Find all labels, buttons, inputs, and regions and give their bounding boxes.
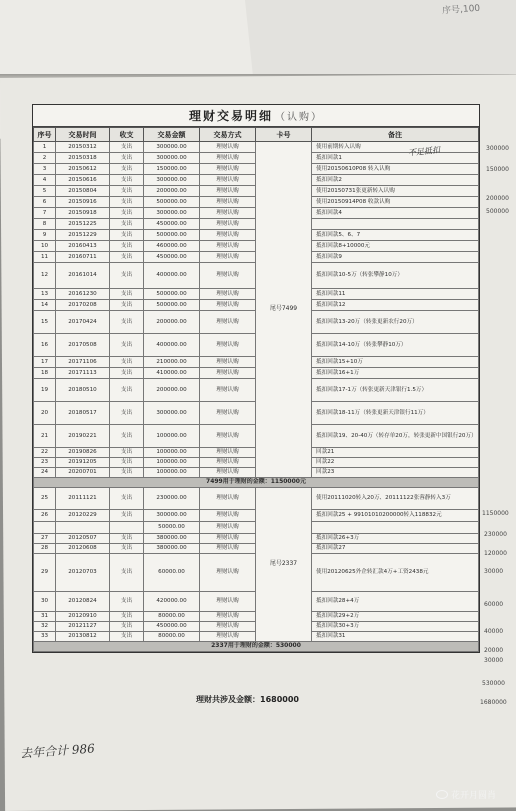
transaction-table <box>33 127 479 652</box>
row-index: 32 <box>34 622 56 632</box>
row-card-number: 尾号7499 <box>256 142 312 478</box>
row-note: 抵扣回款19、20-40万（转存单20万，转张更新中国银行20万） <box>312 425 479 448</box>
row-note: 抵扣回款25 + 99101010200000转入118832元 <box>312 510 479 522</box>
row-note: 回款23 <box>312 468 479 478</box>
row-date: 20180517 <box>56 402 110 425</box>
group1-body <box>34 142 479 478</box>
row-date: 20190221 <box>56 425 110 448</box>
row-method: 理财认购 <box>200 208 256 219</box>
row-index: 12 <box>34 263 56 289</box>
row-direction: 支出 <box>110 458 144 468</box>
row-amount: 230000.00 <box>144 488 200 510</box>
row-date: 20161230 <box>56 289 110 300</box>
row-index: 19 <box>34 379 56 402</box>
row-direction: 支出 <box>110 197 144 208</box>
row-date: 20150916 <box>56 197 110 208</box>
row-direction: 支出 <box>110 368 144 379</box>
row-method: 理财认购 <box>200 612 256 622</box>
row-date: 20160711 <box>56 252 110 263</box>
row-note: 抵扣回款14-10万（转张攀静10万） <box>312 334 479 357</box>
row-method: 理财认购 <box>200 622 256 632</box>
row-direction: 支出 <box>110 357 144 368</box>
row-date: 20171113 <box>56 368 110 379</box>
row-note: 使用前期转入认购 <box>312 142 479 153</box>
row-note: 抵扣回款10-5万（转张攀静10万） <box>312 263 479 289</box>
row-method: 理财认购 <box>200 632 256 642</box>
row-amount: 500000.00 <box>144 300 200 311</box>
row-method: 理财认购 <box>200 219 256 230</box>
row-note: 抵扣回款26+3万 <box>312 534 479 544</box>
row-index: 9 <box>34 230 56 241</box>
row-amount: 300000.00 <box>144 208 200 219</box>
row-index: 29 <box>34 554 56 592</box>
row-date: 20170208 <box>56 300 110 311</box>
row-direction: 支出 <box>110 300 144 311</box>
header-note: 备注 <box>312 128 479 142</box>
row-amount: 400000.00 <box>144 334 200 357</box>
row-method: 理财认购 <box>200 252 256 263</box>
handwritten-bottom-note: 去年合计 986 <box>19 741 96 761</box>
row-note: 抵扣回款12 <box>312 300 479 311</box>
row-index: 2 <box>34 153 56 164</box>
row-amount: 300000.00 <box>144 153 200 164</box>
row-direction: 支出 <box>110 252 144 263</box>
row-amount: 300000.00 <box>144 510 200 522</box>
row-date: 20120229 <box>56 510 110 522</box>
row-method: 理财认购 <box>200 402 256 425</box>
row-direction: 支出 <box>110 241 144 252</box>
row-note: 使用20120625外企转汇款4万+工资2438元 <box>312 554 479 592</box>
row-method: 理财认购 <box>200 368 256 379</box>
row-date <box>56 522 110 534</box>
row-index: 1 <box>34 142 56 153</box>
row-amount: 200000.00 <box>144 379 200 402</box>
row-amount: 420000.00 <box>144 592 200 612</box>
header-date: 交易时间 <box>56 128 110 142</box>
row-note: 抵扣回款31 <box>312 632 479 642</box>
row-direction: 支出 <box>110 448 144 458</box>
header-amount: 交易金额 <box>144 128 200 142</box>
row-date: 20120608 <box>56 544 110 554</box>
row-direction: 支出 <box>110 632 144 642</box>
row-method: 理财认购 <box>200 554 256 592</box>
row-method: 理财认购 <box>200 510 256 522</box>
row-amount: 500000.00 <box>144 230 200 241</box>
row-date: 20200701 <box>56 468 110 478</box>
row-note: 使用20150610P08 转入认购 <box>312 164 479 175</box>
row-amount: 410000.00 <box>144 368 200 379</box>
row-date: 20151229 <box>56 230 110 241</box>
row-amount: 100000.00 <box>144 468 200 478</box>
header-direction: 收支 <box>110 128 144 142</box>
row-direction <box>110 522 144 534</box>
row-method: 理财认购 <box>200 534 256 544</box>
row-direction: 支出 <box>110 164 144 175</box>
row-direction: 支出 <box>110 334 144 357</box>
row-date: 20120824 <box>56 592 110 612</box>
table-title <box>33 105 479 127</box>
side-number: 300000 <box>486 145 509 152</box>
side-number: 1680000 <box>480 699 507 706</box>
transaction-table-container <box>32 104 480 653</box>
row-direction: 支出 <box>110 534 144 544</box>
side-number: 200000 <box>486 195 509 202</box>
row-amount: 450000.00 <box>144 219 200 230</box>
row-note: 抵扣回款27 <box>312 544 479 554</box>
row-method: 理财认购 <box>200 241 256 252</box>
group1-summary-row <box>34 478 479 488</box>
row-method: 理财认购 <box>200 458 256 468</box>
row-direction: 支出 <box>110 510 144 522</box>
header-index: 序号 <box>34 128 56 142</box>
row-date: 20111121 <box>56 488 110 510</box>
row-note: 抵扣回款1 <box>312 153 479 164</box>
table-row <box>34 488 479 510</box>
row-note: 抵扣回款18-11万（转张更新天津银行11万） <box>312 402 479 425</box>
row-note: 抵扣回款17-1万（转张更新天津银行1.5万） <box>312 379 479 402</box>
row-index: 30 <box>34 592 56 612</box>
row-amount: 60000.00 <box>144 554 200 592</box>
row-amount: 100000.00 <box>144 448 200 458</box>
row-amount: 380000.00 <box>144 544 200 554</box>
row-direction: 支出 <box>110 402 144 425</box>
row-index: 16 <box>34 334 56 357</box>
row-note: 抵扣回款11 <box>312 289 479 300</box>
row-index: 21 <box>34 425 56 448</box>
row-date: 20150616 <box>56 175 110 186</box>
row-index: 33 <box>34 632 56 642</box>
row-method: 理财认购 <box>200 425 256 448</box>
row-direction: 支出 <box>110 379 144 402</box>
side-number: 40000 <box>484 628 504 635</box>
side-number: 120000 <box>484 550 507 557</box>
side-number: 1150000 <box>482 510 509 517</box>
row-date: 20150318 <box>56 153 110 164</box>
row-date: 20150312 <box>56 142 110 153</box>
side-number: 30000 <box>484 657 504 664</box>
row-direction: 支出 <box>110 622 144 632</box>
row-direction: 支出 <box>110 230 144 241</box>
handwritten-margin-note: 不足抵扣 <box>407 145 441 158</box>
watermark <box>436 788 496 801</box>
row-direction: 支出 <box>110 425 144 448</box>
row-method: 理财认购 <box>200 263 256 289</box>
row-index: 8 <box>34 219 56 230</box>
row-note: 抵扣回款30+3万 <box>312 622 479 632</box>
row-note: 回款22 <box>312 458 479 468</box>
row-amount: 50000.00 <box>144 522 200 534</box>
row-direction: 支出 <box>110 488 144 510</box>
group2-summary-row <box>34 642 479 652</box>
row-method: 理财认购 <box>200 230 256 241</box>
row-note: 抵扣回款15+10万 <box>312 357 479 368</box>
side-number: 20000 <box>484 647 504 654</box>
row-date: 20180510 <box>56 379 110 402</box>
row-index: 22 <box>34 448 56 458</box>
watermark-text: 花开月圆肖 <box>451 791 497 801</box>
row-index: 6 <box>34 197 56 208</box>
row-amount: 380000.00 <box>144 534 200 544</box>
row-index: 15 <box>34 311 56 334</box>
row-amount: 80000.00 <box>144 612 200 622</box>
row-index: 20 <box>34 402 56 425</box>
row-index: 26 <box>34 510 56 522</box>
row-method: 理财认购 <box>200 522 256 534</box>
row-amount: 200000.00 <box>144 311 200 334</box>
row-amount: 500000.00 <box>144 289 200 300</box>
row-direction: 支出 <box>110 219 144 230</box>
row-index: 28 <box>34 544 56 554</box>
row-amount: 100000.00 <box>144 425 200 448</box>
row-amount: 300000.00 <box>144 142 200 153</box>
row-note: 抵扣回款2 <box>312 175 479 186</box>
row-date: 20150804 <box>56 186 110 197</box>
row-method: 理财认购 <box>200 311 256 334</box>
row-index <box>34 522 56 534</box>
row-note: 使用20111020转入20万、20111122张蓉静转入3万 <box>312 488 479 510</box>
row-amount: 210000.00 <box>144 357 200 368</box>
row-index: 3 <box>34 164 56 175</box>
row-date: 20151225 <box>56 219 110 230</box>
row-index: 25 <box>34 488 56 510</box>
row-date: 20190826 <box>56 448 110 458</box>
header-card: 卡号 <box>256 128 312 142</box>
row-date: 20170424 <box>56 311 110 334</box>
row-method: 理财认购 <box>200 544 256 554</box>
row-index: 10 <box>34 241 56 252</box>
row-method: 理财认购 <box>200 197 256 208</box>
row-date: 20150612 <box>56 164 110 175</box>
row-method: 理财认购 <box>200 175 256 186</box>
side-number: 530000 <box>482 680 505 687</box>
row-amount: 200000.00 <box>144 186 200 197</box>
row-index: 7 <box>34 208 56 219</box>
header-method: 交易方式 <box>200 128 256 142</box>
row-note: 抵扣回款13-20万（转张更新农行20万） <box>312 311 479 334</box>
row-note: 使用20150914P08 收款认购 <box>312 197 479 208</box>
row-note: 抵扣回款28+4万 <box>312 592 479 612</box>
row-direction: 支出 <box>110 208 144 219</box>
row-direction: 支出 <box>110 612 144 622</box>
row-index: 11 <box>34 252 56 263</box>
row-note: 抵扣回款4 <box>312 208 479 219</box>
row-note: 抵扣回款8+10000元 <box>312 241 479 252</box>
row-date: 20120910 <box>56 612 110 622</box>
row-method: 理财认购 <box>200 448 256 458</box>
row-method: 理财认购 <box>200 357 256 368</box>
row-direction: 支出 <box>110 311 144 334</box>
row-direction: 支出 <box>110 153 144 164</box>
row-amount: 500000.00 <box>144 197 200 208</box>
grand-total: 理财共涉及金额：1680000 <box>196 695 299 704</box>
row-direction: 支出 <box>110 592 144 612</box>
row-amount: 400000.00 <box>144 263 200 289</box>
row-index: 13 <box>34 289 56 300</box>
background-paper-number: 序号,100 <box>441 3 481 17</box>
row-direction: 支出 <box>110 289 144 300</box>
row-index: 24 <box>34 468 56 478</box>
row-amount: 100000.00 <box>144 458 200 468</box>
row-amount: 80000.00 <box>144 632 200 642</box>
row-note: 回款21 <box>312 448 479 458</box>
table-header-row <box>34 128 479 142</box>
group1-summary: 7499用于理财的金额：1150000元 <box>34 478 479 488</box>
row-direction: 支出 <box>110 263 144 289</box>
row-date: 20160413 <box>56 241 110 252</box>
row-method: 理财认购 <box>200 488 256 510</box>
row-note: 抵扣回款9 <box>312 252 479 263</box>
row-direction: 支出 <box>110 544 144 554</box>
row-method: 理财认购 <box>200 142 256 153</box>
row-method: 理财认购 <box>200 186 256 197</box>
row-date: 20170508 <box>56 334 110 357</box>
row-method: 理财认购 <box>200 334 256 357</box>
row-note: 抵扣回款5、6、7 <box>312 230 479 241</box>
row-index: 17 <box>34 357 56 368</box>
row-amount: 150000.00 <box>144 164 200 175</box>
row-index: 5 <box>34 186 56 197</box>
row-amount: 300000.00 <box>144 402 200 425</box>
row-card-number: 尾号2337 <box>256 488 312 642</box>
table-subtitle: （认购） <box>275 112 323 123</box>
group2-body <box>34 488 479 642</box>
side-number: 150000 <box>486 166 509 173</box>
row-date: 20191205 <box>56 458 110 468</box>
row-index: 4 <box>34 175 56 186</box>
side-number: 30000 <box>484 568 504 575</box>
row-note: 抵扣回款29+2万 <box>312 612 479 622</box>
row-method: 理财认购 <box>200 289 256 300</box>
row-note: 使用20150731张更新转入认购 <box>312 186 479 197</box>
row-note <box>312 522 479 534</box>
row-date: 20121127 <box>56 622 110 632</box>
table-title-text: 理财交易明细 <box>188 109 273 123</box>
row-date: 20150918 <box>56 208 110 219</box>
row-method: 理财认购 <box>200 592 256 612</box>
row-index: 31 <box>34 612 56 622</box>
row-method: 理财认购 <box>200 164 256 175</box>
row-index: 14 <box>34 300 56 311</box>
row-note <box>312 219 479 230</box>
row-method: 理财认购 <box>200 379 256 402</box>
row-index: 27 <box>34 534 56 544</box>
group2-summary: 2337用于理财的金额：530000 <box>34 642 479 652</box>
row-date: 20171106 <box>56 357 110 368</box>
row-date: 20161014 <box>56 263 110 289</box>
row-note: 抵扣回款16+1万 <box>312 368 479 379</box>
row-direction: 支出 <box>110 554 144 592</box>
row-amount: 460000.00 <box>144 241 200 252</box>
row-amount: 450000.00 <box>144 622 200 632</box>
side-number: 60000 <box>484 601 504 608</box>
side-number: 500000 <box>486 208 509 215</box>
row-method: 理财认购 <box>200 300 256 311</box>
row-amount: 300000.00 <box>144 175 200 186</box>
row-index: 18 <box>34 368 56 379</box>
row-index: 23 <box>34 458 56 468</box>
row-date: 20120703 <box>56 554 110 592</box>
row-direction: 支出 <box>110 175 144 186</box>
row-method: 理财认购 <box>200 153 256 164</box>
weibo-icon <box>436 790 448 799</box>
row-amount: 450000.00 <box>144 252 200 263</box>
row-direction: 支出 <box>110 468 144 478</box>
row-method: 理财认购 <box>200 468 256 478</box>
row-direction: 支出 <box>110 186 144 197</box>
row-date: 20120507 <box>56 534 110 544</box>
row-direction: 支出 <box>110 142 144 153</box>
row-date: 20130812 <box>56 632 110 642</box>
side-number: 230000 <box>484 531 507 538</box>
